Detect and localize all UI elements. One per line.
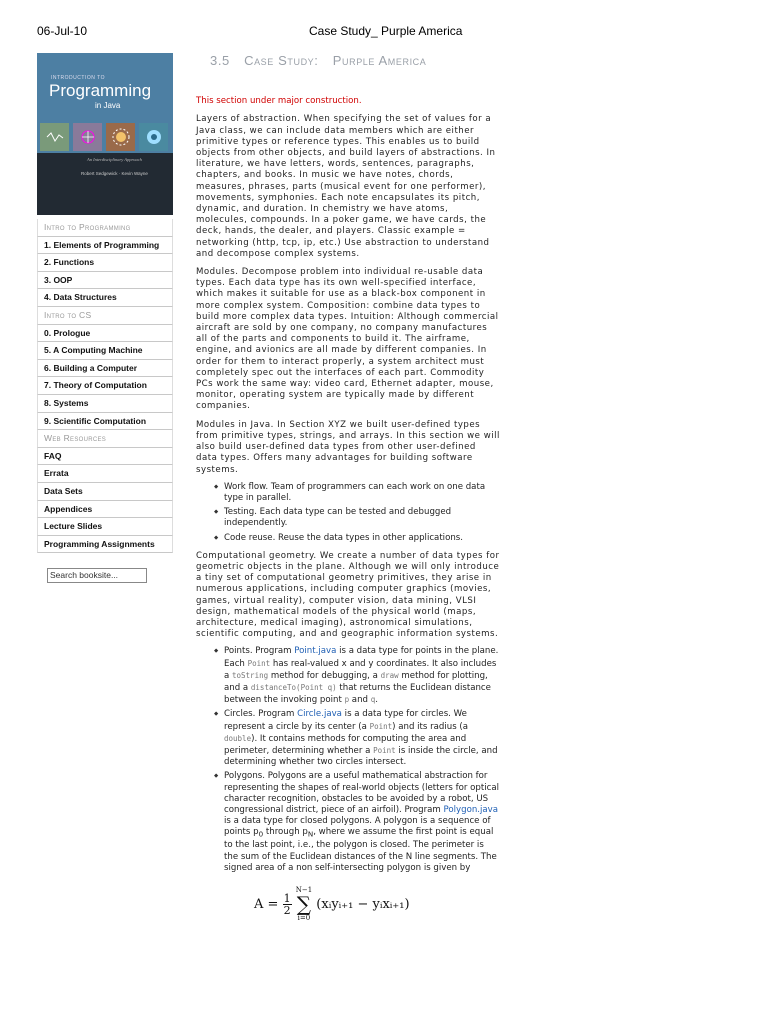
list-item-polygons: ◆ Polygons. Polygons are a useful mathematical abstraction for representing the shapes of real-world objects (letters for optical character recognition, obstacles to be avoided by a robot, US congressional district, piece of an airfoil). Program Polygon.java is a data type for closed polygons. A polygon is a sequence of points $p_0$ through $p_N$, where we assume the first point is equal to the last point, i.e., the polygon is closed. The perimeter is the sum of the Euclidean distances of the N line segments. The signed area of a non self-intersecting polygon is given by	[224, 771, 500, 874]
nav-item[interactable]: Data Sets	[37, 483, 173, 501]
area-formula	[254, 886, 500, 926]
circle-java-link[interactable]: Circle.java	[297, 709, 342, 720]
main-content	[196, 55, 500, 926]
geometry-list	[196, 646, 500, 874]
section-title: Case Study:	[244, 53, 319, 68]
list-item-points: ◆ Points. Program Point.java is a data type for points in the plane. Each Point has real-valued x and y coordinates. It also includes a toString method for debugging, a draw method for plotting, and a distanceTo(Point q) that returns the Euclidean distance between the invoking point p and q.	[224, 646, 500, 706]
formula-sum: N−1 ∑ i=0	[295, 885, 313, 922]
section-number: 3.5	[210, 53, 230, 68]
nav-item[interactable]: 3. OOP	[37, 272, 173, 290]
cover-subtitle: in Java	[95, 101, 121, 110]
nav-item[interactable]: 7. Theory of Computation	[37, 377, 173, 395]
nav-section-heading: Web Resources	[37, 430, 173, 448]
nav-item[interactable]: 1. Elements of Programming	[37, 237, 173, 255]
nav-item[interactable]: 9. Scientific Computation	[37, 413, 173, 431]
paragraph-layers: Layers of abstraction. When specifying the set of values for a Java class, we can include data members which are either primitive types or reference types. This enables us to build objects from other objects, and build layers of abstractions. In literature, we have letters, words, sentences, paragraphs, chapters, and books. In music we have notes, chords, measures, phrases, parts (musical event for one performer), movements, symphonies. Each note encapsulates its pitch, dynamic, and duration. In chemistry we have atoms, molecules, compounds. In a poker game, we have cards, the deck, hands, the dealer, and players. Classic example = networking (http, tcp, ip, etc.) Use abstraction to understand and decompose complex systems.	[196, 114, 496, 259]
point-java-link[interactable]: Point.java	[294, 646, 337, 657]
nav-item[interactable]: 4. Data Structures	[37, 289, 173, 307]
nav-item[interactable]: Appendices	[37, 501, 173, 519]
list-item: ◆ Testing. Each data type can be tested and debugged independently.	[224, 507, 500, 529]
book-cover[interactable]	[37, 53, 173, 215]
cover-tile-4	[139, 123, 168, 151]
nav-item[interactable]: Programming Assignments	[37, 536, 173, 554]
cover-tile-3	[106, 123, 135, 151]
benefits-list	[196, 482, 500, 544]
cover-band	[37, 153, 173, 215]
formula-lhs: A =	[254, 896, 279, 912]
search-input[interactable]: Search booksite...	[47, 568, 147, 583]
nav-item[interactable]: 6. Building a Computer	[37, 360, 173, 378]
cover-tagline: An Interdisciplinary Approach	[87, 157, 142, 162]
cover-authors: Robert Sedgewick · Kevin Wayne	[81, 171, 148, 176]
construction-notice: This section under major construction.	[196, 96, 362, 107]
section-subtitle: Purple America	[332, 53, 427, 68]
formula-body: (xᵢyᵢ₊₁ − yᵢxᵢ₊₁)	[316, 896, 410, 912]
polygon-java-link[interactable]: Polygon.java	[443, 804, 499, 815]
nav-section-heading: Intro to CS	[37, 307, 173, 325]
nav-item[interactable]: FAQ	[37, 448, 173, 466]
cover-intro-text: INTRODUCTION TO	[51, 75, 105, 81]
cover-tile-2	[73, 123, 102, 151]
list-item: ◆ Work flow. Team of programmers can each work on one data type in parallel.	[224, 482, 500, 504]
nav-item[interactable]: Lecture Slides	[37, 518, 173, 536]
paragraph-modules-java: Modules in Java. In Section XYZ we built user-defined types from primitive types, strings, and arrays. In this section we will also build user-defined data types from other user-defined data types. Offers many advantages for building software systems.	[196, 419, 500, 475]
nav-item[interactable]: Errata	[37, 465, 173, 483]
cover-title: Programming	[49, 81, 152, 100]
nav-section-heading: Intro to Programming	[37, 219, 173, 237]
print-date: 06-Jul-10	[37, 24, 88, 38]
nav-item[interactable]: 0. Prologue	[37, 325, 173, 343]
list-item: ◆ Code reuse. Reuse the data types in other applications.	[224, 533, 500, 544]
section-heading	[210, 55, 500, 66]
print-header	[37, 24, 728, 42]
nav-item[interactable]: 5. A Computing Machine	[37, 342, 173, 360]
list-item-circles: ◆ Circles. Program Circle.java is a data type for circles. We represent a circle by its center (a Point) and its radius (a double). It contains methods for computing the area and perimeter, determining whether a Point is inside the circle, and determining whether two circles intersect.	[224, 709, 500, 768]
nav-item[interactable]: 2. Functions	[37, 254, 173, 272]
nav-item[interactable]: 8. Systems	[37, 395, 173, 413]
paragraph-modules: Modules. Decompose problem into individual re-usable data types. Each data type has its own well-specified interface, which makes it suitable for use as a black-box component in more complex system. Composition: combine data types to build more complex data types. Intuition: Although commercial aircraft are sold by one company, no company manufactures all of the parts and components to build it. The airframe, engine, and avionics are all made by different companies. In order for them to interact properly, a system architect must completely spec out the interfaces of each part. Commodity PCs work the same way: video card, Ethernet adapter, mouse, monitor, operating system are typically made by different companies.	[196, 267, 499, 412]
sidebar-nav	[37, 219, 173, 553]
cover-tiles	[40, 123, 168, 151]
print-title: Case Study_ Purple America	[309, 24, 463, 38]
formula-fraction: $\frac{1}{2}$	[283, 891, 291, 917]
cover-tile-1	[40, 123, 69, 151]
paragraph-geometry: Computational geometry. We create a number of data types for geometric objects in the plane. Although we will only introduce a tiny set of computational geometry primitives, they arise in numerous applications, including computer graphics (movies, games, virtual reality), computer vision, data mining, VLSI design, mathematical models of the physical world (maps, architecture, medical imaging), astronomical simulations, scientific computing, and and geographic information systems.	[196, 550, 500, 640]
